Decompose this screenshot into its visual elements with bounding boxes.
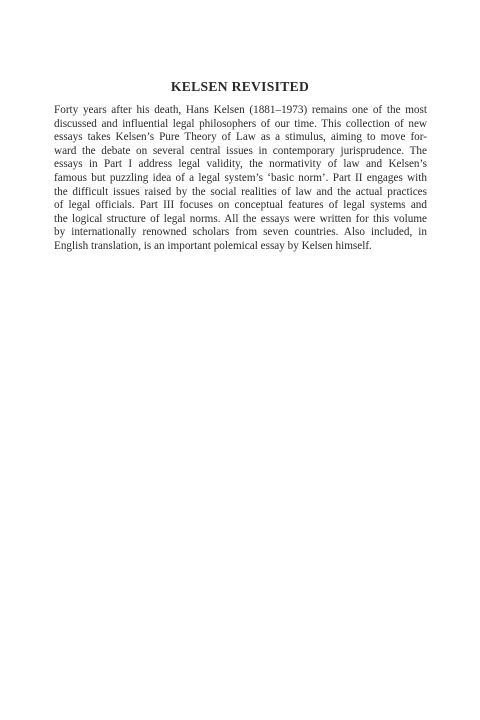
page-title: KELSEN REVISITED bbox=[170, 79, 310, 94]
blurb-paragraph bbox=[54, 104, 427, 254]
paragraph-line: English translation, is an important polemical essay by Kelsen himself. bbox=[54, 239, 372, 252]
paragraph-line: essays in Part I address legal validity, the normativity of law and Kelsen’s bbox=[54, 158, 427, 171]
paragraph-line: the logical structure of legal norms. All the essays were written for this volume bbox=[54, 212, 427, 225]
paragraph-line: by internationally renowned scholars from seven countries. Also included, in bbox=[54, 226, 427, 239]
paragraph-line: essays takes Kelsen’s Pure Theory of Law as a stimulus, aiming to move for- bbox=[54, 131, 427, 144]
paragraph-line: discussed and influential legal philosophers of our time. This collection of new bbox=[54, 117, 427, 130]
paragraph-line: of legal officials. Part III focuses on conceptual features of legal systems and bbox=[54, 199, 427, 212]
paragraph-line: Forty years after his death, Hans Kelsen (1881–1973) remains one of the most bbox=[54, 104, 427, 116]
paragraph-line: famous but puzzling idea of a legal system’s ‘basic norm’. Part II engages with bbox=[54, 171, 427, 184]
paragraph-line: ward the debate on several central issues in contemporary jurisprudence. The bbox=[54, 144, 427, 157]
paragraph-line: the difficult issues raised by the social realities of law and the actual practices bbox=[54, 185, 427, 198]
